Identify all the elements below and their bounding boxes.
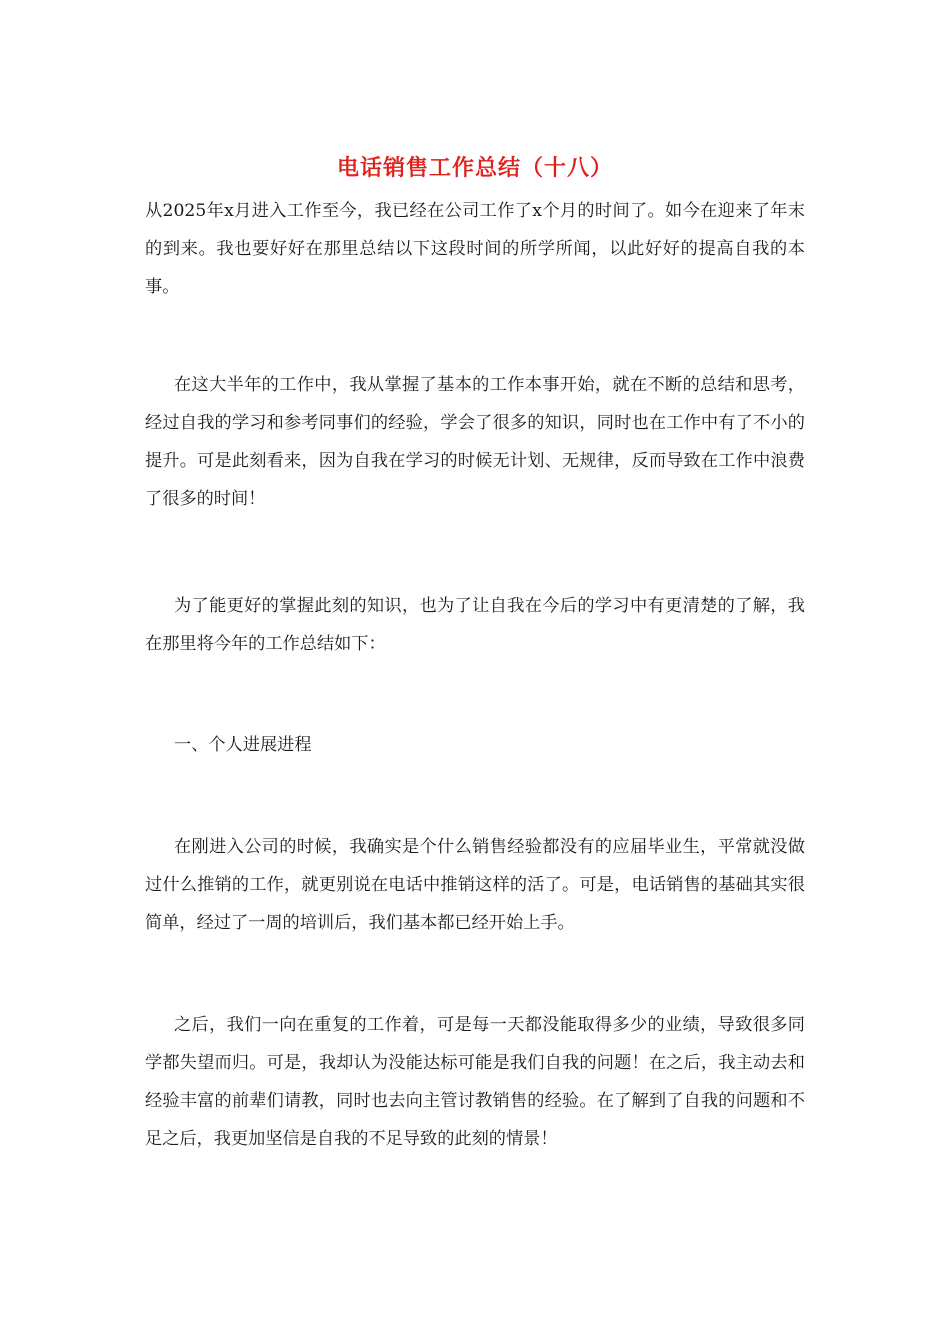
paragraph-reflection: 之后，我们一向在重复的工作着，可是每一天都没能取得多少的业绩，导致很多同学都失望而归。可是，我却认为没能达标可能是我们自我的问题！在之后，我主动去和经验丰富的前辈们请教，同时也去向主管讨教销售的经验。在了解到了自我的问题和不足之后，我更加坚信是自我的不足导致的此刻的情景！ [145, 1015, 805, 1149]
paragraph-intro: 从2025年x月进入工作至今，我已经在公司工作了x个月的时间了。如今在迎来了年末的到来。我也要好好在那里总结以下这段时间的所学所闻，以此好好的提高自我的本事。 [145, 201, 805, 297]
document-title: 电话销售工作总结（十八） [336, 155, 613, 181]
paragraph-onboarding: 在刚进入公司的时候，我确实是个什么销售经验都没有的应届毕业生，平常就没做过什么推销的工作，就更别说在电话中推销这样的活了。可是，电话销售的基础其实很简单，经过了一周的培训后，我们基本都已经开始上手。 [145, 837, 805, 933]
paragraph-summary-intro: 为了能更好的掌握此刻的知识，也为了让自我在今后的学习中有更清楚的了解，我在那里将今年的工作总结如下： [145, 596, 805, 654]
section-heading-progress: 一、个人进展进程 [174, 735, 312, 755]
paragraph-half-year: 在这大半年的工作中，我从掌握了基本的工作本事开始，就在不断的总结和思考，经过自我的学习和参考同事们的经验，学会了很多的知识，同时也在工作中有了不小的提升。可是此刻看来，因为自我在学习的时候无计划、无规律，反而导致在工作中浪费了很多的时间！ [145, 375, 805, 509]
